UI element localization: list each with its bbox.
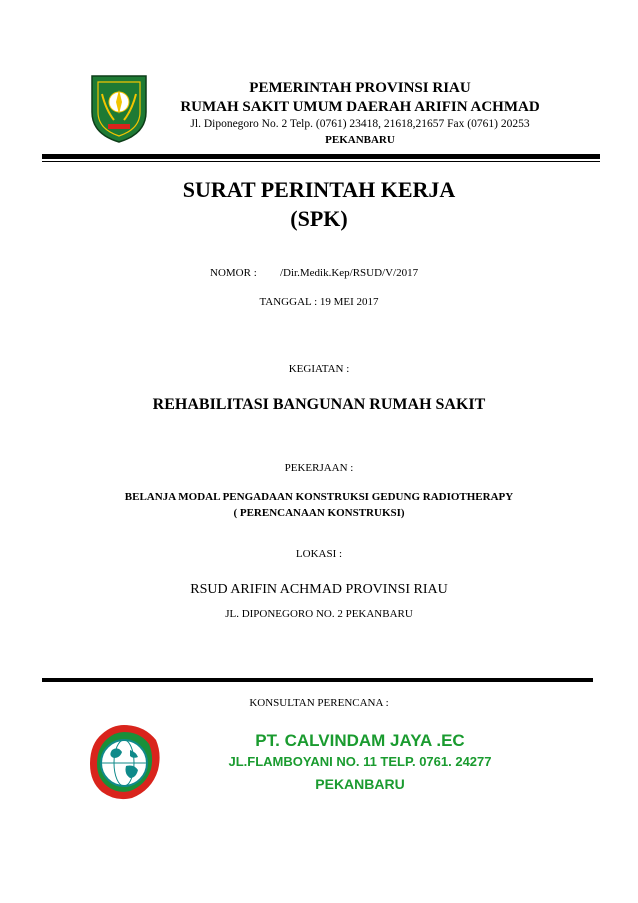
section-divider [42, 678, 593, 682]
tanggal-text: TANGGAL : 19 MEI 2017 [259, 296, 379, 308]
lokasi-value-line1: RSUD ARIFIN ACHMAD PROVINSI RIAU [190, 582, 448, 597]
kegiatan-label: KEGIATAN : [288, 363, 350, 375]
konsultan-address: JL.FLAMBOYANI NO. 11 TELP. 0761. 24277 [228, 754, 492, 769]
letterhead-address: Jl. Diponegoro No. 2 Telp. (0761) 23418, 21618,21657 Fax (0761) 20253 [190, 118, 530, 130]
document-title: SURAT PERINTAH KERJA [182, 177, 456, 202]
letterhead-government: PEMERINTAH PROVINSI RIAU [249, 80, 471, 96]
document-title-abbrev: (SPK) [290, 206, 348, 231]
konsultan-label: KONSULTAN PERENCANA : [249, 697, 389, 709]
riau-province-emblem-icon [88, 72, 150, 144]
lokasi-value-line2: JL. DIPONEGORO NO. 2 PEKANBARU [225, 608, 413, 620]
letterhead-divider-thick [42, 154, 600, 159]
kegiatan-value: REHABILITASI BANGUNAN RUMAH SAKIT [152, 396, 486, 413]
nomor-label: NOMOR : [210, 267, 257, 279]
globe-company-logo-icon [86, 722, 162, 802]
letterhead-hospital: RUMAH SAKIT UMUM DAERAH ARIFIN ACHMAD [180, 99, 540, 115]
letterhead-city: PEKANBARU [325, 134, 395, 146]
letterhead-divider-thin [42, 161, 600, 162]
pekerjaan-value-line2: ( PERENCANAAN KONSTRUKSI) [233, 507, 405, 519]
pekerjaan-value-line1: BELANJA MODAL PENGADAAN KONSTRUKSI GEDUNG RADIOTHERAPY [124, 491, 514, 503]
pekerjaan-label: PEKERJAAN : [284, 462, 354, 474]
konsultan-name: PT. CALVINDAM JAYA .EC [255, 731, 465, 750]
nomor-value: /Dir.Medik.Kep/RSUD/V/2017 [280, 267, 419, 279]
lokasi-label: LOKASI : [295, 548, 343, 560]
konsultan-city: PEKANBARU [315, 776, 405, 792]
